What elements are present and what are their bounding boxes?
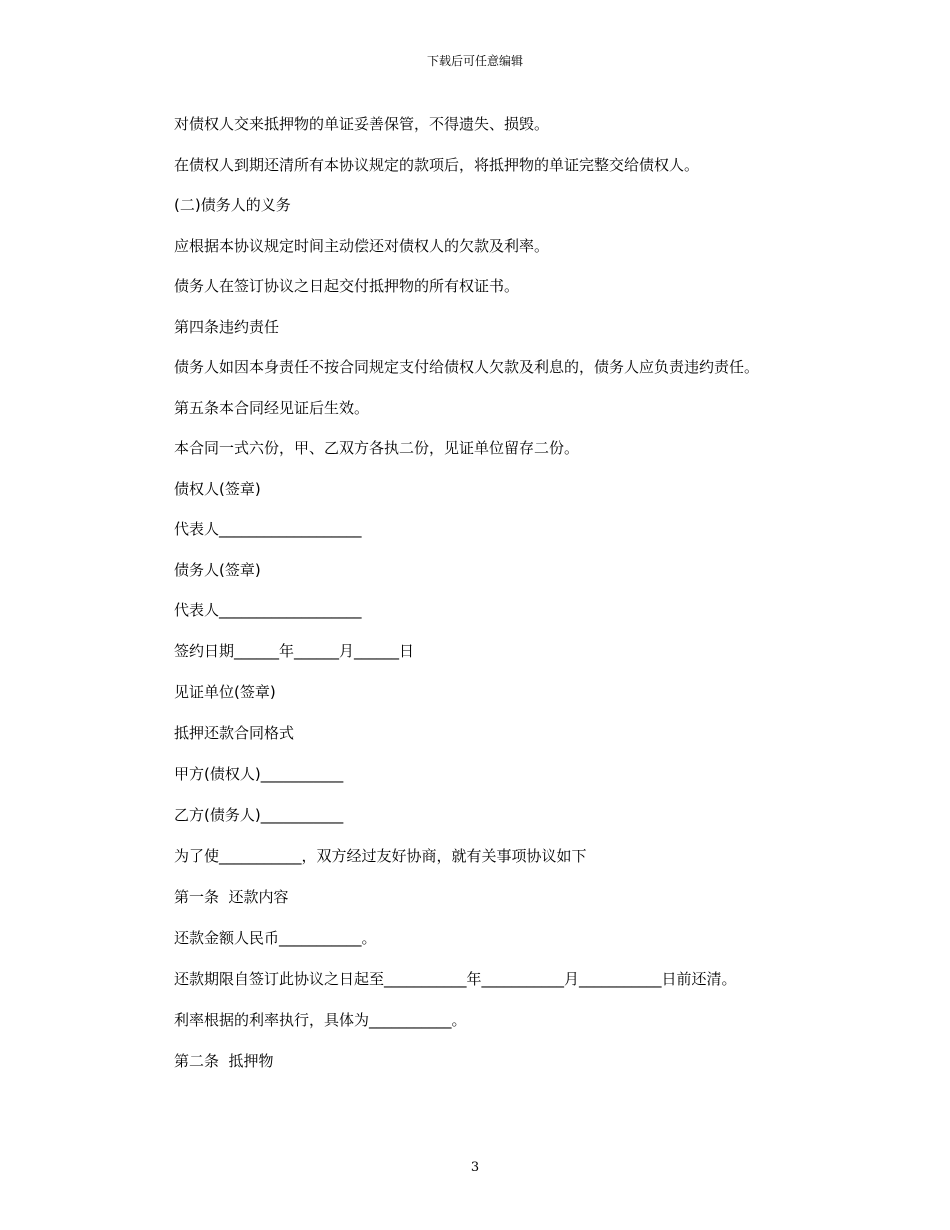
body-line: 债务人如因本身责任不按合同规定支付给债权人欠款及利息的，债务人应负责违约责任。 <box>174 358 760 376</box>
body-line: 还款期限自签订此协议之日起至___________年___________月___________日前还清。 <box>174 970 737 988</box>
body-line: 利率根据的利率执行，具体为___________。 <box>174 1011 467 1029</box>
date-blank: 签约日期______年______月______日 <box>174 642 415 660</box>
body-line: 在债权人到期还清所有本协议规定的款项后，将抵押物的单证完整交给债权人。 <box>174 156 700 174</box>
party-blank: 乙方(债务人)___________ <box>174 806 344 824</box>
page-header: 下载后可任意编辑 <box>426 54 523 68</box>
signature-blank: 代表人___________________ <box>174 520 362 538</box>
body-line: 为了使___________，双方经过友好协商，就有关事项协议如下 <box>174 847 587 865</box>
party-blank: 甲方(债权人)___________ <box>174 765 344 783</box>
article-heading: 第四条违约责任 <box>174 318 280 336</box>
signature-label: 债权人(签章) <box>174 480 261 498</box>
section-heading: (二)债务人的义务 <box>174 196 291 214</box>
article-heading: 第二条 抵押物 <box>174 1052 274 1070</box>
body-line: 应根据本协议规定时间主动偿还对债权人的欠款及利率。 <box>174 237 550 255</box>
article-heading: 第一条 还款内容 <box>174 888 289 906</box>
body-line: 债务人在签订协议之日起交付抵押物的所有权证书。 <box>174 277 520 295</box>
body-line: 本合同一式六份，甲、乙双方各执二份，见证单位留存二份。 <box>174 439 580 457</box>
article-heading: 第五条本合同经见证后生效。 <box>174 399 370 417</box>
signature-label: 见证单位(签章) <box>174 683 276 701</box>
signature-label: 债务人(签章) <box>174 561 261 579</box>
body-line: 还款金额人民币___________。 <box>174 929 377 947</box>
page-number: 3 <box>470 1160 480 1175</box>
document-title: 抵押还款合同格式 <box>174 724 295 742</box>
signature-blank: 代表人___________________ <box>174 601 362 619</box>
body-line: 对债权人交来抵押物的单证妥善保管，不得遗失、损毁。 <box>174 115 550 133</box>
